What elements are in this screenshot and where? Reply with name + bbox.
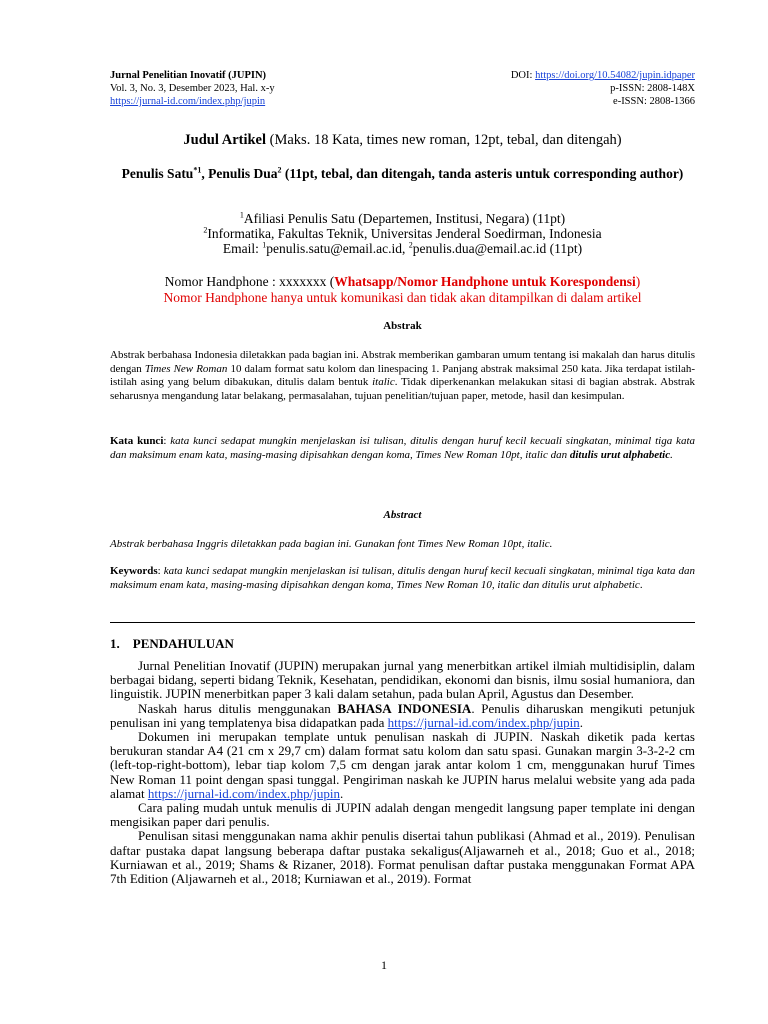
email-line xyxy=(110,241,695,256)
doi-label: DOI: xyxy=(510,70,536,81)
keywords-colon: : xyxy=(157,565,164,577)
affiliation-one-sup: 1 xyxy=(239,210,244,220)
email-label: Email: xyxy=(222,241,263,256)
author-one: Penulis Satu xyxy=(121,166,194,181)
paragraph-3-text: Dokumen ini merupakan template untuk penulisan naskah di JUPIN. Naskah diketik pada kertas berukuran standar A4 (21 cm x 29,7 cm) dalam format satu kolom dan satu spasi. Gunakan margin 3-3-2-2 cm (left-top-right-bottom), lebar tiap kolom 7,5 cm dengan jarak antar kolom 1 cm, menggunakan huruf Times New Roman 11 point dengan spasi tunggal. Pengiriman naskah ke JUPIN harus melalui website yang ada pada alamat xyxy=(110,729,695,801)
journal-volume: Vol. 3, No. 3, Desember 2023, Hal. x-y xyxy=(110,83,275,94)
phone-note: Nomor Handphone hanya untuk komunikasi dan tidak akan ditampilkan di dalam artikel xyxy=(163,290,642,305)
keywords-text: kata kunci sedapat mungkin menjelaskan isi tulisan, ditulis dengan huruf kecil kecuali singkatan, minimal tiga kata dan maksimum enam kata, masing-masing dipisahkan dengan koma, Times New Roman 10, italic dan ditulis urut alphabetic xyxy=(110,565,696,591)
journal-name: Jurnal Penelitian Inovatif (JUPIN) xyxy=(110,70,267,81)
abstrak-heading: Abstrak xyxy=(383,320,422,332)
e-issn: e-ISSN: 2808-1366 xyxy=(613,96,695,107)
phone-close: ) xyxy=(635,274,641,289)
header-right xyxy=(511,69,695,108)
page-number: 1 xyxy=(381,958,387,972)
paragraph-2-end: . xyxy=(579,714,583,730)
abstrak-body xyxy=(110,349,695,403)
paragraph-2 xyxy=(110,702,695,730)
author-list xyxy=(110,166,695,182)
affiliation-one xyxy=(110,211,695,226)
paragraph-4: Cara paling mudah untuk menulis di JUPIN adalah dengan mengedit langsung paper template ini dengan mengisikan paper dari penulis. xyxy=(110,800,695,830)
author-two-sup: 2 xyxy=(277,165,282,175)
template-link[interactable]: https://jurnal-id.com/index.php/jupin xyxy=(387,714,580,730)
title-note: (Maks. 18 Kata, times new roman, 12pt, tebal, dan ditengah) xyxy=(266,132,622,148)
title-bold: Judul Artikel xyxy=(183,132,267,148)
section-divider xyxy=(110,622,695,623)
kata-kunci-colon: : xyxy=(163,435,171,447)
email-two: penulis.dua@email.ac.id (11pt) xyxy=(412,241,583,256)
author-note: (11pt, tebal, dan ditengah, tanda asteris untuk corresponding author) xyxy=(281,166,684,181)
email-one: penulis.satu@email.ac.id, xyxy=(266,241,409,256)
p-issn: p-ISSN: 2808-148X xyxy=(610,83,695,94)
header-left xyxy=(110,69,275,108)
paragraph-5: Penulisan sitasi menggunakan nama akhir penulis disertai tahun publikasi (Ahmad et al., 2019). Penulisan daftar pustaka dapat langsung beberapa daftar pustaka sekaligus(Aljawarneh et al., 2018; Guo et al., 2018; Kurniawan et al., 2019; Shams & Rizaner, 2018). Format penulisan daftar pustaka menggunakan Format APA 7th Edition (Aljawarneh et al., 2018; Kurniawan et al., 2019). Format xyxy=(110,828,695,887)
affiliation-one-text: Afiliasi Penulis Satu (Departemen, Institusi, Negara) (11pt) xyxy=(243,211,566,226)
paragraph-1: Jurnal Penelitian Inovatif (JUPIN) merupakan jurnal yang menerbitkan artikel ilmiah multidisiplin, dalam berbagai bidang, seperti bidang Teknik, Kesehatan, pendidikan, ekonomi dan bisnis, ilmu sosial humaniora, dan linguistik. JUPIN menerbitkan paper 3 kali dalam setahun, pada bulan April, Agustus dan Desember. xyxy=(110,658,695,702)
author-two: Penulis Dua xyxy=(208,166,278,181)
doi-link[interactable]: https://doi.org/10.54082/jupin.idpaper xyxy=(535,70,695,81)
kata-kunci-text: kata kunci sedapat mungkin menjelaskan isi tulisan, ditulis dengan huruf kecil kecuali singkatan, minimal tiga kata dan maksimum enam kata, masing-masing dipisahkan dengan koma, Times New Roman 10pt, italic dan xyxy=(110,435,695,461)
phone-highlight: Whatsapp/Nomor Handphone untuk Korespondensi xyxy=(334,274,636,289)
keywords-label: Keywords xyxy=(110,565,158,577)
phone-info xyxy=(110,274,695,306)
abstrak-text-2: 10 dalam format satu kolom dan linespacing 1. Panjang abstrak maksimal 250 kata. Jika terdapat istilah-istilah asing yang belum dibakukan, ditulis dalam bentuk xyxy=(110,362,696,389)
author-separator: , xyxy=(201,166,209,181)
paragraph-3 xyxy=(110,730,695,801)
paragraph-3-end: . xyxy=(340,785,344,801)
abstract-heading: Abstract xyxy=(383,509,422,521)
paragraph-2-text-b: . Penulis diharuskan mengikuti petunjuk penulisan ini yang templatenya bisa didapatkan pada xyxy=(110,700,695,730)
phone-line xyxy=(110,274,695,290)
running-header xyxy=(110,69,695,108)
kata-kunci xyxy=(110,435,695,462)
doi-line xyxy=(511,69,695,82)
abstrak-text-1: Abstrak berbahasa Indonesia diletakkan pada bagian ini. Abstrak memberikan gambaran umum tentang isi makalah dan harus ditulis dengan xyxy=(110,349,695,375)
affiliations xyxy=(110,211,695,256)
paragraph-2-text-a: Naskah harus ditulis menggunakan xyxy=(138,700,338,716)
article-title xyxy=(110,132,695,149)
paragraph-2-bold: BAHASA INDONESIA xyxy=(337,700,472,716)
section-body xyxy=(110,659,695,886)
email-one-sup: 1 xyxy=(262,240,267,250)
affiliation-two xyxy=(110,226,695,241)
phone-label: Nomor Handphone : xxxxxxx ( xyxy=(164,274,335,289)
submission-link[interactable]: https://jurnal-id.com/index.php/jupin xyxy=(147,785,340,801)
abstrak-italic-2: italic xyxy=(372,376,395,389)
affiliation-two-sup: 2 xyxy=(203,225,208,235)
kata-kunci-label: Kata kunci xyxy=(110,435,164,447)
author-one-sup: *1 xyxy=(193,165,202,175)
abstract-body: Abstrak berbahasa Inggris diletakkan pada bagian ini. Gunakan font Times New Roman 10pt, italic. xyxy=(110,538,553,550)
abstrak-text-3: . Tidak diperkenankan melakukan sitasi di bagian abstrak. Abstrak seharusnya mengandung latar belakang, permasalahan, tujuan penelitian/tujuan paper, metode, hasil dan kesimpulan. xyxy=(110,376,695,402)
keywords-end: . xyxy=(639,578,643,591)
keywords xyxy=(110,565,695,592)
kata-kunci-bold: ditulis urut alphabetic xyxy=(569,448,671,461)
journal-url-link[interactable]: https://jurnal-id.com/index.php/jupin xyxy=(110,96,266,107)
affiliation-two-text: Informatika, Fakultas Teknik, Universitas Jenderal Soedirman, Indonesia xyxy=(207,226,602,241)
section-heading: 1. PENDAHULUAN xyxy=(110,636,234,651)
abstrak-italic-1: Times New Roman xyxy=(144,362,228,375)
kata-kunci-end: . xyxy=(670,448,673,461)
email-two-sup: 2 xyxy=(408,240,413,250)
